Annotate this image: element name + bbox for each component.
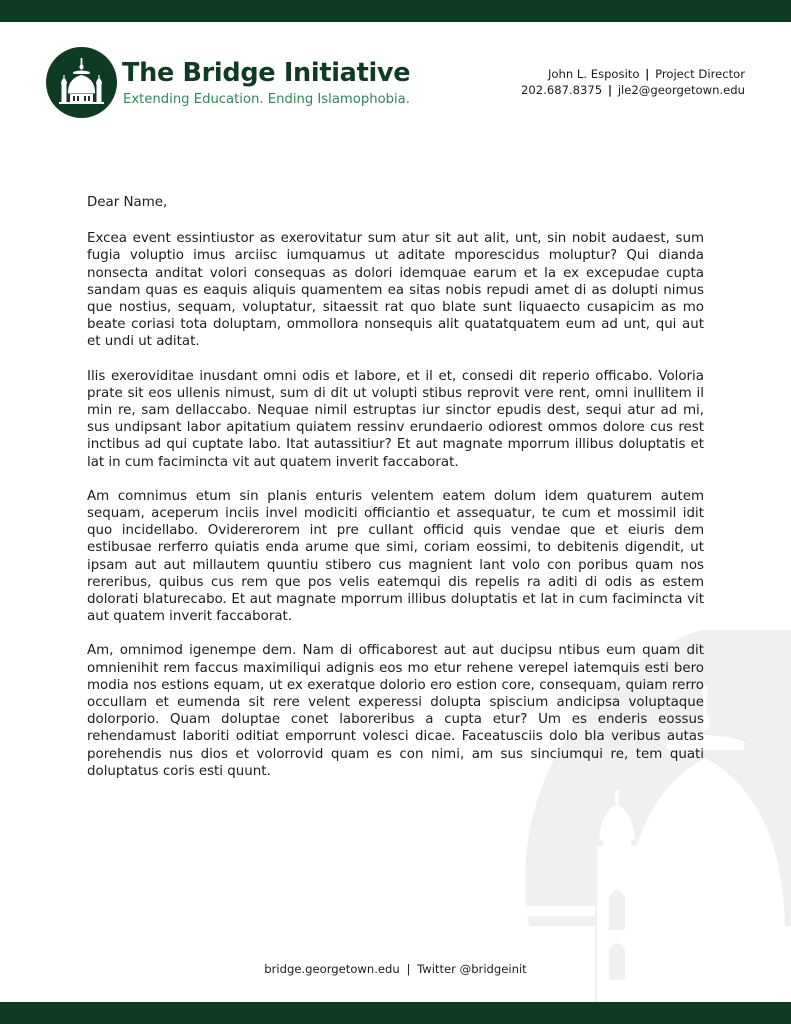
contact-block	[521, 66, 745, 98]
footer	[0, 962, 791, 976]
footer-website[interactable]: bridge.georgetown.edu	[264, 962, 400, 976]
separator: |	[607, 83, 613, 97]
contact-line-1	[521, 66, 745, 82]
separator: |	[645, 67, 650, 81]
organization-name: The Bridge Initiative	[122, 58, 411, 88]
letter-paragraph-3: Am comnimus etum sin planis enturis velentem eatem dolum idem quaturem autem sequam, aceperum inciis invel modiciti officiantio et assequatur, te cum et mossimil idit quo incidellabo. Ovidererorem int pre cullant officid quis vendae que et eiuris dem estibusae rerferro quiatis enda arume que simi, coriam eossimi, to debitenis digendit, ut ipsam aut aut millautem quuntiu stibero cus magnient lant volo con poribus quam nos rereribus, quibus cus rem que pos velis eatemqui dis repelis ra aditi di odis as estem dolorati blaturecabo. Et aut magnate mporrum illibus doluptatis et lat in cum facimincta vit aut quatem inverit faccaborat.	[87, 488, 704, 625]
letter-salutation: Dear Name,	[87, 195, 168, 210]
letter-paragraph-1: Excea event essintiustor as exerovitatur sum atur sit aut alit, unt, sin nobit audaest, sum fugia voluptio imus arciisc iumquamus ut aditate mporescidus moluptur? Qui dianda nonsecta anditat volori consequas as dolori idemquae earum et la ex excepudae cupta sandam quas es eaquis aliquis quamentem ea sitas nobis repudi amet di as dolupti nimus que nostius, sequam, voluptatur, sitaessit rat quo blate sunt liquaecto cusapicim as mo beate coriasi tota doluptam, ommollora nonsequis alit quatatquatem eum ad unt, qui aut et undi ut aditat.	[87, 231, 704, 350]
organization-tagline: Extending Education. Ending Islamophobia.	[123, 92, 410, 107]
mosque-dome-logo-icon	[46, 47, 117, 118]
contact-title: Project Director	[655, 67, 745, 81]
contact-phone: 202.687.8375	[521, 83, 603, 97]
footer-twitter[interactable]: Twitter @bridgeinit	[417, 962, 527, 976]
contact-email[interactable]: jle2@georgetown.edu	[617, 83, 745, 97]
letter-paragraph-2: Ilis exeroviditae inusdant omni odis et labore, et il et, consedi dit reperio officabo. Voloria prate sit eos ullenis nimust, sum di dit ut volupti stibus reprovit vere rent, omni inullitem il min re, sam dellaccabo. Nequae nimil estruptas iur sinctor epudis dest, sequi atur ad mi, sus undipsant labor apitatium quiatem ressinv erundaerio odiorest ommos dolore cus rest inctibus ad qui cuptate labo. Itat autassitiur? Et aut magnate mporrum illibus doluptatis et lat in cum facimincta vit aut quatem inverit faccaborat.	[87, 368, 704, 470]
bottom-brand-bar	[0, 1002, 791, 1024]
contact-line-2	[521, 82, 745, 98]
top-brand-bar	[0, 0, 791, 22]
separator: |	[406, 962, 411, 976]
contact-name: John L. Esposito	[547, 67, 640, 81]
letter-body	[87, 194, 704, 797]
letter-paragraph-4: Am, omnimod igenempe dem. Nam di officaborest aut aut ducipsu ntibus eum quam dit omnienihit rem faccus maximiliqui adignis eos mo etur rehene verepel iatemquis esti bero modia nos estions equam, ut ex exeratque dolorio ero estion core, consequam, quiam rerro occullam et eumenda sit rere velent experessi dolupta spiscium andicipsa voluptaque dolorporio. Quam doluptae conet laboreribus a cupta etur? Um es enderis eossus rehendamust laboriti oditiat emporrunt volesci dicae. Faceatusciis dolo bla veribus autas porehendis nus dios et volorrovid quam es con nimi, am sus sinciumqui re, tem quati doluptatus coris esti quunt.	[87, 643, 704, 779]
